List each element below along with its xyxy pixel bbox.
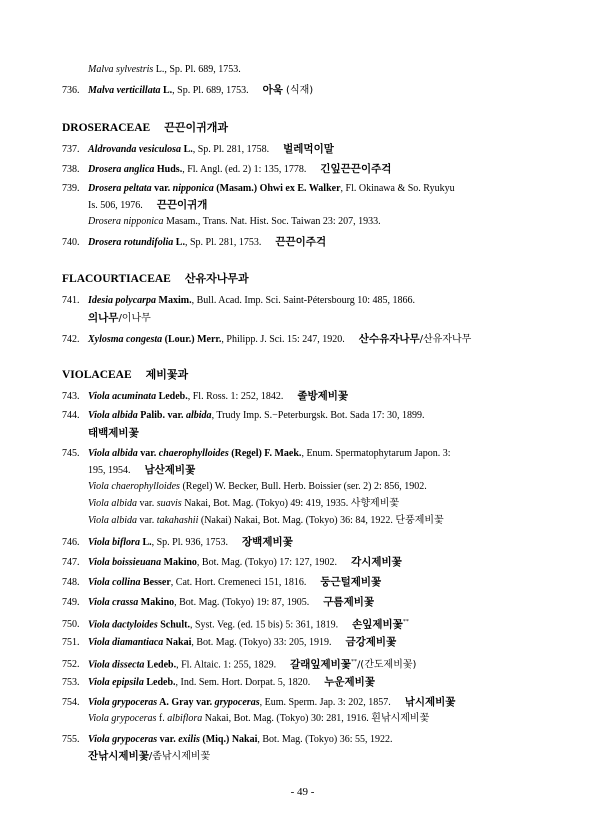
taxon-reference: , Fl. Altaic. 1: 255, 1829. [176, 659, 277, 671]
entry-745 [62, 448, 451, 460]
taxon-author: L. [160, 85, 173, 96]
korean-name: 갈래잎제비꽃 [290, 658, 351, 671]
taxon-rank: var. [137, 448, 159, 459]
taxon-reference: , Bull. Acad. Imp. Sci. Saint-Pétersbourg 10: 485, 1866. [191, 295, 416, 306]
family-korean-name: 제비꽃과 [145, 368, 189, 381]
korean-name: 장백제비꽃 [242, 536, 293, 548]
entry-738 [62, 163, 391, 176]
korean-name: 각시제비꽃 [351, 556, 402, 568]
taxon-name: Viola collina [88, 577, 141, 588]
entry-754 [62, 696, 455, 709]
entry-753 [62, 676, 375, 689]
synonym-variety: suavis [156, 498, 182, 509]
entry-744 [62, 410, 425, 422]
entry-number: 745. [62, 448, 80, 459]
korean-name: 끈끈이귀개 [156, 199, 208, 211]
taxon-name: Aldrovanda vesiculosa [88, 144, 182, 155]
taxon-author: (Lour.) Merr. [162, 334, 222, 345]
taxon-reference: , Fl. Okinawa & So. Ryukyu [340, 183, 455, 194]
synonym-name: Viola albida [88, 498, 137, 509]
entry-747 [62, 556, 402, 569]
taxon-reference: , Bot. Mag. (Tokyo) 36: 55, 1922. [257, 734, 393, 745]
korean-name: 긴잎끈끈이주걱 [320, 163, 392, 175]
entry-number: 753. [62, 677, 80, 688]
taxon-author: Ledeb. [144, 659, 177, 671]
taxon-author: Ledeb. [156, 391, 188, 402]
taxon-reference: , Bot. Mag. (Tokyo) 33: 205, 1919. [191, 637, 332, 648]
taxon-name: Idesia polycarpa [88, 295, 157, 306]
entry-749 [62, 596, 374, 609]
taxon-variety: grypoceras [214, 697, 260, 708]
korean-name: 산수유자나무 [358, 333, 420, 345]
taxon-name: Viola grypoceras [88, 734, 158, 745]
korean-name: 낚시제비꽃 [404, 696, 456, 708]
entry-number: 738. [62, 164, 80, 175]
taxon-reference: , Fl. Angl. (ed. 2) 1: 135, 1778. [182, 164, 307, 175]
synonym-line [88, 64, 241, 76]
korean-name: 남산제비꽃 [144, 464, 196, 476]
taxon-name: Viola dissecta [88, 659, 145, 671]
entry-number: 740. [62, 237, 80, 248]
entry-741 [62, 295, 415, 307]
family-heading-flacourtiaceae [62, 272, 249, 286]
synonym-ref: Nakai, Bot. Mag. (Tokyo) 30: 281, 1916. [202, 713, 372, 724]
synonym-form: albiflora [167, 713, 203, 724]
taxon-author: (Miq.) Nakai [199, 734, 258, 745]
taxon-author: L. [181, 144, 193, 155]
entry-736 [62, 84, 313, 97]
taxon-reference: 195, 1954. [88, 465, 131, 476]
taxon-reference: , Cat. Hort. Cremeneci 151, 1816. [170, 577, 307, 588]
taxon-author: Schult. [157, 619, 190, 631]
korean-name: 아욱 [262, 84, 283, 96]
taxon-reference: , Ind. Sem. Hort. Dorpat. 5, 1820. [175, 677, 311, 688]
entry-number: 741. [62, 295, 80, 306]
taxon-name: Malva verticillata [88, 85, 161, 96]
taxon-name: Drosera rotundifolia [88, 237, 174, 248]
taxon-reference: , Fl. Ross. 1: 252, 1842. [187, 391, 284, 402]
entry-737 [62, 143, 334, 156]
taxon-author: Ledeb. [143, 677, 176, 688]
entry-number: 736. [62, 85, 80, 96]
taxon-author: Maxim. [156, 295, 192, 306]
synonym-line [88, 498, 399, 510]
taxon-variety: nipponica [172, 183, 214, 194]
entry-743 [62, 390, 348, 403]
taxon-name: Viola acuminata [88, 391, 157, 402]
entry-number: 748. [62, 577, 80, 588]
taxon-author: Besser [140, 577, 171, 588]
taxon-author: (Masam.) Ohwi ex E. Walker [213, 183, 341, 194]
taxon-author: Makino [138, 597, 175, 608]
entry-number: 739. [62, 183, 80, 194]
synonym-name: Malva sylvestris [88, 64, 154, 75]
taxon-name: Drosera anglica [88, 164, 155, 175]
korean-name: 단풍제비꽃 [395, 515, 444, 526]
synonym-line [88, 216, 381, 228]
entry-number: 751. [62, 637, 80, 648]
synonym-line [88, 515, 444, 527]
synonym-rank: var. [136, 498, 157, 509]
entry-number: 737. [62, 144, 80, 155]
korean-name: 태백제비꽃 [88, 427, 139, 439]
synonym-name: Viola albida [88, 515, 137, 526]
taxon-reference: , Syst. Veg. (ed. 15 bis) 5: 361, 1819. [189, 619, 339, 631]
korean-alt-name: /좀낚시제비꽃 [148, 751, 211, 762]
korean-note: (식재) [282, 85, 314, 96]
taxon-rank: var. [193, 697, 215, 708]
taxon-reference: , Sp. Pl. 281, 1758. [192, 144, 270, 155]
synonym-line [88, 713, 429, 725]
taxon-name: Viola boissieuana [88, 557, 162, 568]
entry-740 [62, 236, 326, 249]
family-heading-droseraceae [62, 121, 228, 135]
taxon-reference: , Eum. Sperm. Jap. 3: 202, 1857. [259, 697, 391, 708]
family-korean-name: 끈끈이귀개과 [164, 121, 228, 134]
family-korean-name: 산유자나무과 [184, 272, 249, 285]
korean-name: 둥근털제비꽃 [320, 576, 382, 588]
entry-number: 747. [62, 557, 80, 568]
synonym-name: Viola grypoceras [88, 713, 157, 724]
korean-alt-name: /(간도제비꽃) [356, 659, 417, 671]
taxon-author: A. Gray [157, 697, 194, 708]
entry-number: 755. [62, 734, 80, 745]
entry-number: 749. [62, 597, 80, 608]
taxon-reference: , Bot. Mag. (Tokyo) 17: 127, 1902. [196, 557, 338, 568]
synonym-ref: (Regel) W. Becker, Bull. Herb. Boissier (ser. 2) 2: 856, 1902. [179, 481, 427, 492]
entry-748 [62, 576, 381, 589]
korean-name: 금강제비꽃 [345, 636, 397, 648]
taxon-name: Viola grypoceras [88, 697, 158, 708]
synonym-name: Drosera nipponica [88, 216, 164, 227]
entry-755 [62, 734, 393, 746]
entry-739 [62, 183, 455, 195]
taxon-author: (Regel) F. Maek. [228, 448, 302, 459]
taxon-reference: , Enum. Spermatophytarum Japon. 3: [301, 448, 451, 459]
family-name: FLACOURTIACEAE [62, 273, 171, 285]
taxon-variety: albida [186, 410, 212, 421]
synonym-name: Viola chaerophylloides [88, 481, 180, 492]
entry-number: 746. [62, 537, 80, 548]
synonym-rank: f. [156, 713, 168, 724]
taxon-name: Xylosma congesta [88, 334, 163, 345]
entry-739-continued [88, 199, 207, 212]
korean-name: 구름제비꽃 [323, 596, 374, 608]
taxon-name: Viola dactyloides [88, 619, 158, 631]
taxon-reference: , Sp. Pl. 689, 1753. [172, 85, 249, 96]
synonym-variety: takahashii [156, 515, 199, 526]
synonym-ref: Nakai, Bot. Mag. (Tokyo) 49: 419, 1935. [181, 498, 351, 509]
korean-name: 의나무 [88, 312, 119, 324]
entry-755-continued [88, 750, 210, 763]
page-number: - 49 - [290, 786, 315, 798]
taxon-name: Viola epipsila [88, 677, 144, 688]
entry-number: 743. [62, 391, 80, 402]
entry-741-continued [88, 312, 151, 325]
synonym-ref: L., Sp. Pl. 689, 1753. [153, 64, 241, 75]
double-asterisk-mark: ** [402, 619, 409, 625]
synonym-line [88, 481, 427, 493]
entry-750 [62, 616, 409, 631]
taxon-name: Viola albida [88, 410, 138, 421]
taxon-reference: , Philipp. J. Sci. 15: 247, 1920. [221, 334, 345, 345]
korean-name: 누운제비꽃 [324, 676, 375, 688]
korean-name: 사향제비꽃 [350, 498, 400, 509]
taxon-name: Viola biflora [88, 537, 140, 548]
entry-number: 752. [62, 659, 80, 671]
korean-alt-name: /이나무 [118, 313, 151, 324]
entry-number: 750. [62, 619, 80, 631]
synonym-ref: Masam., Trans. Nat. Hist. Soc. Taiwan 23: 207, 1933. [163, 216, 381, 227]
taxon-name: Viola diamantiaca [88, 637, 164, 648]
korean-name: 졸방제비꽃 [297, 390, 349, 402]
entry-number: 742. [62, 334, 80, 345]
entry-number: 744. [62, 410, 80, 421]
taxon-reference: , Bot. Mag. (Tokyo) 19: 87, 1905. [174, 597, 310, 608]
taxon-variety: exilis [178, 734, 200, 745]
taxon-rank: var. [151, 183, 173, 194]
entry-745-continued [88, 464, 195, 477]
taxon-author: Makino [161, 557, 197, 568]
taxon-reference: , Sp. Pl. 936, 1753. [151, 537, 229, 548]
double-asterisk-mark: ** [350, 659, 357, 665]
taxon-author: L. [139, 537, 152, 548]
entry-752 [62, 656, 416, 671]
taxon-name: Drosera peltata [88, 183, 152, 194]
taxon-rank: var. [157, 734, 179, 745]
family-heading-violaceae [62, 368, 188, 382]
entry-742 [62, 333, 471, 346]
entry-751 [62, 636, 396, 649]
taxon-reference: , Sp. Pl. 281, 1753. [184, 237, 262, 248]
korean-name: 손잎제비꽃 [352, 618, 403, 631]
korean-name: 잔낚시제비꽃 [88, 750, 149, 762]
korean-alt-name: /산유자나무 [419, 334, 472, 345]
synonym-rank: var. [136, 515, 157, 526]
taxon-author: Nakai [163, 637, 192, 648]
taxon-reference: Is. 506, 1976. [88, 200, 143, 211]
taxon-rank: var. [164, 410, 186, 421]
entry-746 [62, 536, 293, 549]
family-name: DROSERACEAE [62, 122, 151, 134]
taxon-author: Huds. [154, 164, 183, 175]
taxon-variety: chaerophylloides [158, 448, 229, 459]
family-name: VIOLACEAE [62, 369, 132, 381]
taxon-reference: , Trudy Imp. S.−Peterburgsk. Bot. Sada 17: 30, 1899. [211, 410, 425, 421]
taxon-name: Viola albida [88, 448, 138, 459]
entry-number: 754. [62, 697, 80, 708]
taxon-name: Viola crassa [88, 597, 139, 608]
entry-744-continued [88, 427, 139, 440]
korean-name: 벌레먹이말 [283, 143, 334, 155]
taxon-author: L. [173, 237, 185, 248]
korean-name: 끈끈이주걱 [275, 236, 327, 248]
taxon-author: Palib. [137, 410, 165, 421]
korean-name: 흰낚시제비꽃 [371, 713, 430, 724]
synonym-ref: (Nakai) Nakai, Bot. Mag. (Tokyo) 36: 84, 1922. [198, 515, 396, 526]
